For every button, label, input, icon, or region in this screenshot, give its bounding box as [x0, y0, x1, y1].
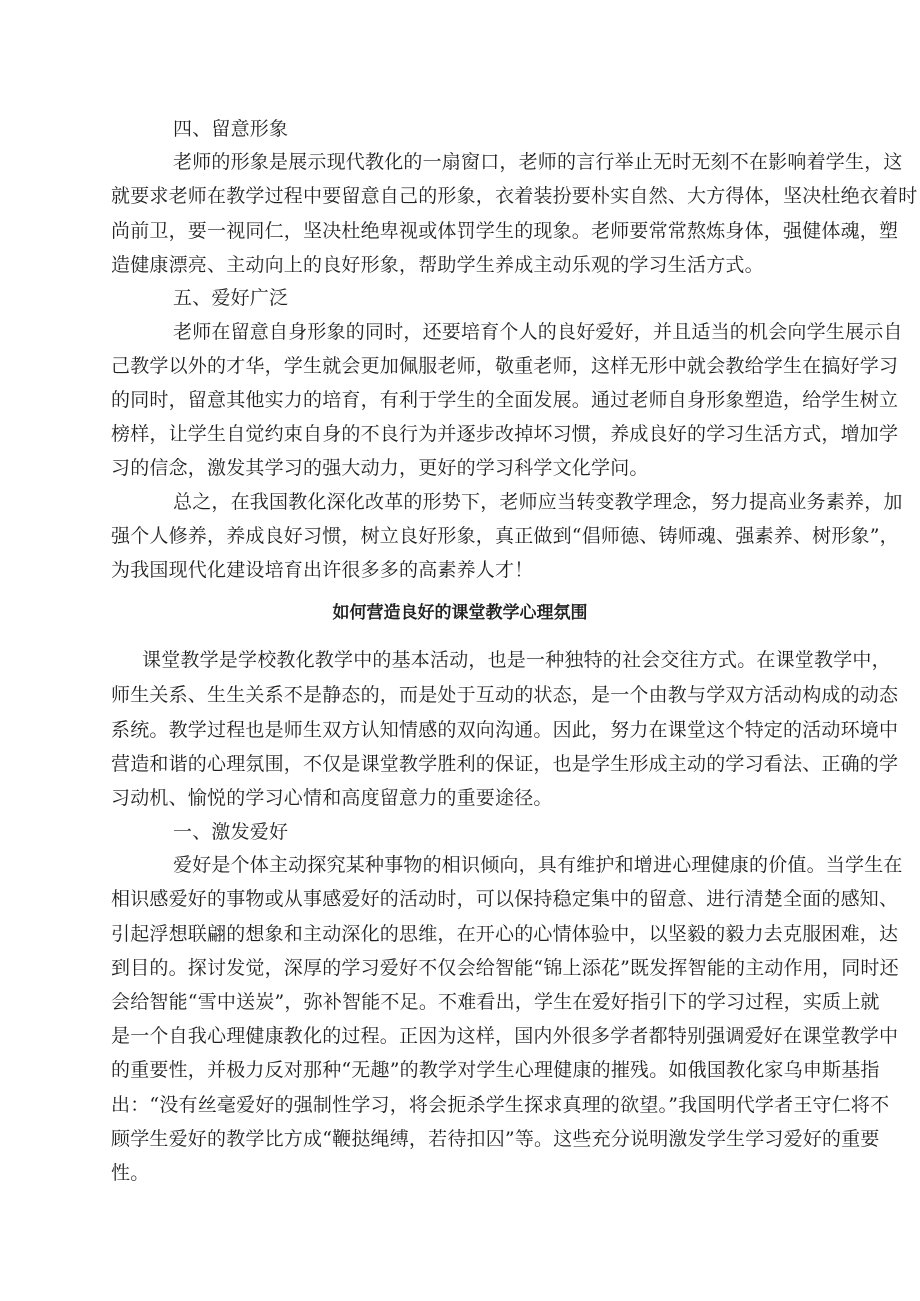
paragraph-line: 爱好是个体主动探究某种事物的相识倾向，具有维护和增进心理健康的价值。当学生在 [173, 854, 903, 876]
paragraph-line: 尚前卫，要一视同仁，坚决杜绝卑视或体罚学生的现象。老师要常常熬炼身体，强健体魂，塑 [111, 220, 899, 242]
paragraph-line: 系统。教学过程也是师生双方认知情感的双向沟通。因此，努力在课堂这个特定的活动环境中 [111, 719, 899, 741]
paragraph-line: 老师在留意自身形象的同时，还要培育个人的良好爱好，并且适当的机会向学生展示自 [173, 321, 903, 343]
paragraph-line: 强个人修养，养成良好习惯，树立良好形象，真正做到“倡师德、铸师魂、强素养、树形象”， [111, 525, 899, 547]
paragraph-line: 的同时，留意其他实力的培育，有利于学生的全面发展。通过老师自身形象塑造，给学生树立 [111, 389, 899, 411]
paragraph-line: 顾学生爱好的教学比方成“鞭挞绳缚，若待扣囚”等。这些充分说明激发学生学习爱好的重要 [111, 1128, 880, 1150]
paragraph-line: 总之，在我国教化深化改革的形势下，老师应当转变教学理念，努力提高业务素养，加 [173, 491, 903, 513]
paragraph-line: 引起浮想联翩的想象和主动深化的思维，在开心的心情体验中，以坚毅的毅力去克服困难，达 [111, 923, 899, 945]
paragraph-line: 到目的。探讨发觉，深厚的学习爱好不仅会给智能“锦上添花”既发挥智能的主动作用，同时还 [111, 957, 899, 979]
paragraph-line: 习动机、愉悦的学习心情和高度留意力的重要途径。 [111, 787, 553, 809]
paragraph-line: 课堂教学是学校教化教学中的基本活动，也是一种独特的社会交往方式。在课堂教学中， [142, 649, 891, 671]
paragraph-line: 出：“没有丝毫爱好的强制性学习，将会扼杀学生探求真理的欲望。”我国明代学者王守仁将不 [111, 1094, 890, 1116]
section-heading: 四、留意形象 [173, 118, 289, 140]
article-title: 如何营造良好的课堂教学心理氛围 [332, 603, 588, 623]
paragraph-line: 造健康漂亮、主动向上的良好形象，帮助学生养成主动乐观的学习生活方式。 [111, 254, 764, 276]
paragraph-line: 师生关系、生生关系不是静态的，而是处于互动的状态，是一个由教与学双方活动构成的动态 [111, 684, 899, 706]
paragraph-line: 己教学以外的才华，学生就会更加佩服老师，敬重老师，这样无形中就会教给学生在搞好学习 [111, 355, 899, 377]
section-heading: 一、激发爱好 [173, 821, 289, 843]
paragraph-line: 的重要性，并极力反对那种“无趣”的教学对学生心理健康的摧残。如俄国教化家乌申斯基指 [111, 1059, 880, 1081]
paragraph-line: 老师的形象是展示现代教化的一扇窗口，老师的言行举止无时无刻不在影响着学生，这 [173, 151, 903, 173]
paragraph-line: 相识感爱好的事物或从事感爱好的活动时，可以保持稳定集中的留意、进行清楚全面的感知、 [111, 888, 899, 910]
section-heading: 五、爱好广泛 [173, 287, 289, 309]
paragraph-line: 性。 [111, 1162, 150, 1184]
paragraph-line: 习的信念，激发其学习的强大动力，更好的学习科学文化学问。 [111, 457, 649, 479]
paragraph-line: 是一个自我心理健康教化的过程。正因为这样，国内外很多学者都特别强调爱好在课堂教学中 [111, 1025, 899, 1047]
paragraph-line: 就要求老师在教学过程中要留意自己的形象，衣着装扮要朴实自然、大方得体，坚决杜绝衣着时 [111, 185, 918, 207]
paragraph-line: 营造和谐的心理氛围，不仅是课堂教学胜利的保证，也是学生形成主动的学习看法、正确的学 [111, 753, 899, 775]
paragraph-line: 榜样，让学生自觉约束自身的不良行为并逐步改掉坏习惯，养成良好的学习生活方式，增加学 [111, 423, 899, 445]
paragraph-line: 会给智能“雪中送炭”，弥补智能不足。不难看出，学生在爱好指引下的学习过程，实质上就 [111, 991, 880, 1013]
paragraph-line: 为我国现代化建设培育出许很多多的高素养人才！ [111, 559, 534, 581]
